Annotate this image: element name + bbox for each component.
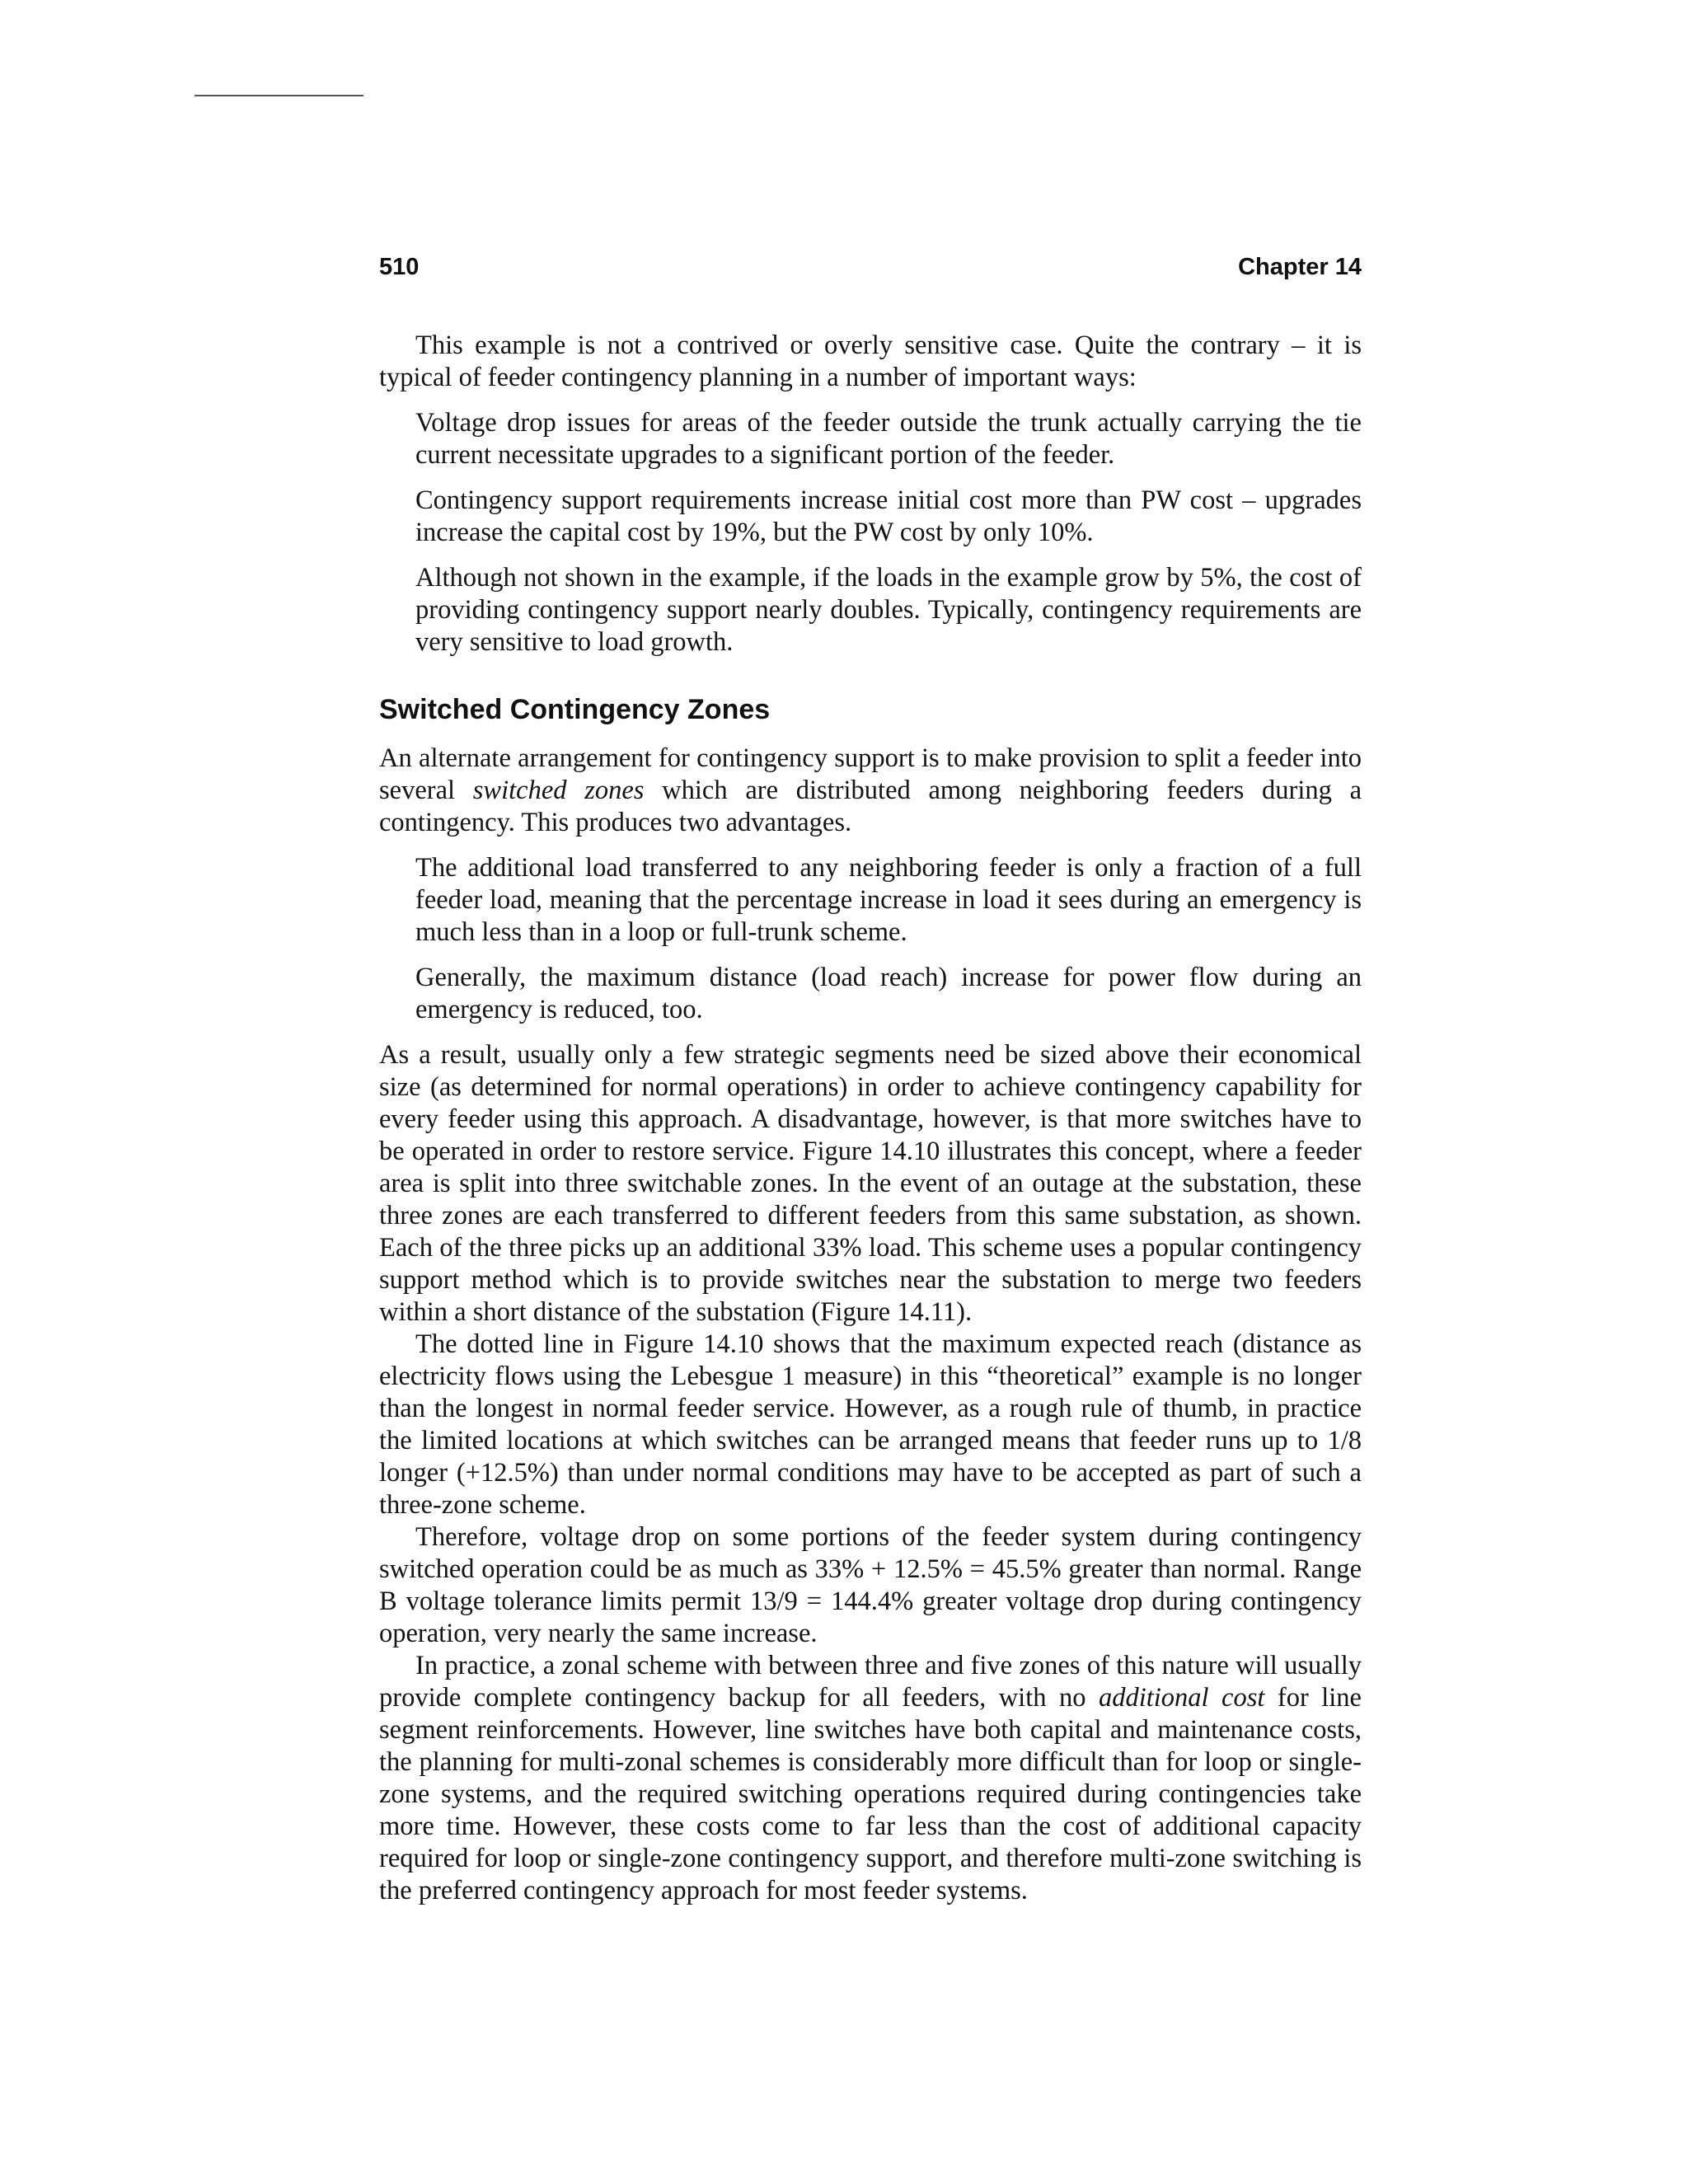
section-point: The additional load transferred to any neighboring feeder is only a fraction of a full feeder load, meaning that the percentage increase in load it sees during an emergency is much less than in a loop or full-trunk scheme.	[415, 853, 1362, 947]
page-number: 510	[379, 254, 420, 280]
italic-term: additional cost	[1098, 1683, 1265, 1713]
text-run: In practice, a zonal scheme with between three and five zones of this nature will usually provide complete contingency backup for all feeders, with no	[379, 1651, 1362, 1713]
section-paragraph	[379, 743, 1362, 839]
italic-term: switched zones	[472, 776, 645, 805]
section-paragraph	[379, 1650, 1362, 1907]
top-rule	[195, 95, 363, 96]
section-paragraph: The dotted line in Figure 14.10 shows that the maximum expected reach (distance as electricity flows using the Lebesgue 1 measure) in this “theoretical” example is no longer than the longest in normal feeder service. However, as a rough rule of thumb, in practice the limited locations at which switches can be arranged means that feeder runs up to 1/8 longer (+12.5%) than under normal conditions may have to be accepted as part of such a three-zone scheme.	[379, 1329, 1362, 1520]
page-body	[379, 330, 1362, 1907]
intro-point: Although not shown in the example, if the loads in the example grow by 5%, the cost of providing contingency support nearly doubles. Typically, contingency requirements are very sensitive to load growth.	[415, 563, 1362, 657]
text-run: An alternate arrangement for contingency support is to make provision to split a feeder into several	[379, 743, 1362, 805]
section-point: Generally, the maximum distance (load reach) increase for power flow during an emergency is reduced, too.	[415, 963, 1362, 1024]
intro-paragraph: This example is not a contrived or overly sensitive case. Quite the contrary – it is typical of feeder contingency planning in a number of important ways:	[379, 330, 1362, 392]
text-run: which are distributed among neighboring feeders during a contingency. This produces two advantages.	[379, 776, 1362, 837]
section-heading: Switched Contingency Zones	[379, 694, 771, 725]
text-run: for line segment reinforcements. However, line switches have both capital and maintenance costs, the planning for multi-zonal schemes is considerably more difficult than for loop or single-zone systems, and the required switching operations required during contingencies take more time. However, these costs come to far less than the cost of additional capacity required for loop or single-zone contingency support, and therefore multi-zone switching is the preferred contingency approach for most feeder systems.	[379, 1683, 1362, 1905]
section-paragraph: As a result, usually only a few strategic segments need be sized above their economical size (as determined for normal operations) in order to achieve contingency capability for every feeder using this approach. A disadvantage, however, is that more switches have to be operated in order to restore service. Figure 14.10 illustrates this concept, where a feeder area is split into three switchable zones. In the event of an outage at the substation, these three zones are each transferred to different feeders from this same substation, as shown. Each of the three picks up an additional 33% load. This scheme uses a popular contingency support method which is to provide switches near the substation to merge two feeders within a short distance of the substation (Figure 14.11).	[379, 1040, 1362, 1327]
intro-point: Contingency support requirements increase initial cost more than PW cost – upgrades increase the capital cost by 19%, but the PW cost by only 10%.	[415, 485, 1362, 547]
page-header	[379, 254, 1362, 281]
intro-point: Voltage drop issues for areas of the feeder outside the trunk actually carrying the tie current necessitate upgrades to a significant portion of the feeder.	[415, 408, 1362, 470]
section-paragraph: Therefore, voltage drop on some portions of the feeder system during contingency switched operation could be as much as 33% + 12.5% = 45.5% greater than normal. Range B voltage tolerance limits permit 13/9 = 144.4% greater voltage drop during contingency operation, very nearly the same increase.	[379, 1522, 1362, 1648]
chapter-label: Chapter 14	[1238, 254, 1362, 280]
